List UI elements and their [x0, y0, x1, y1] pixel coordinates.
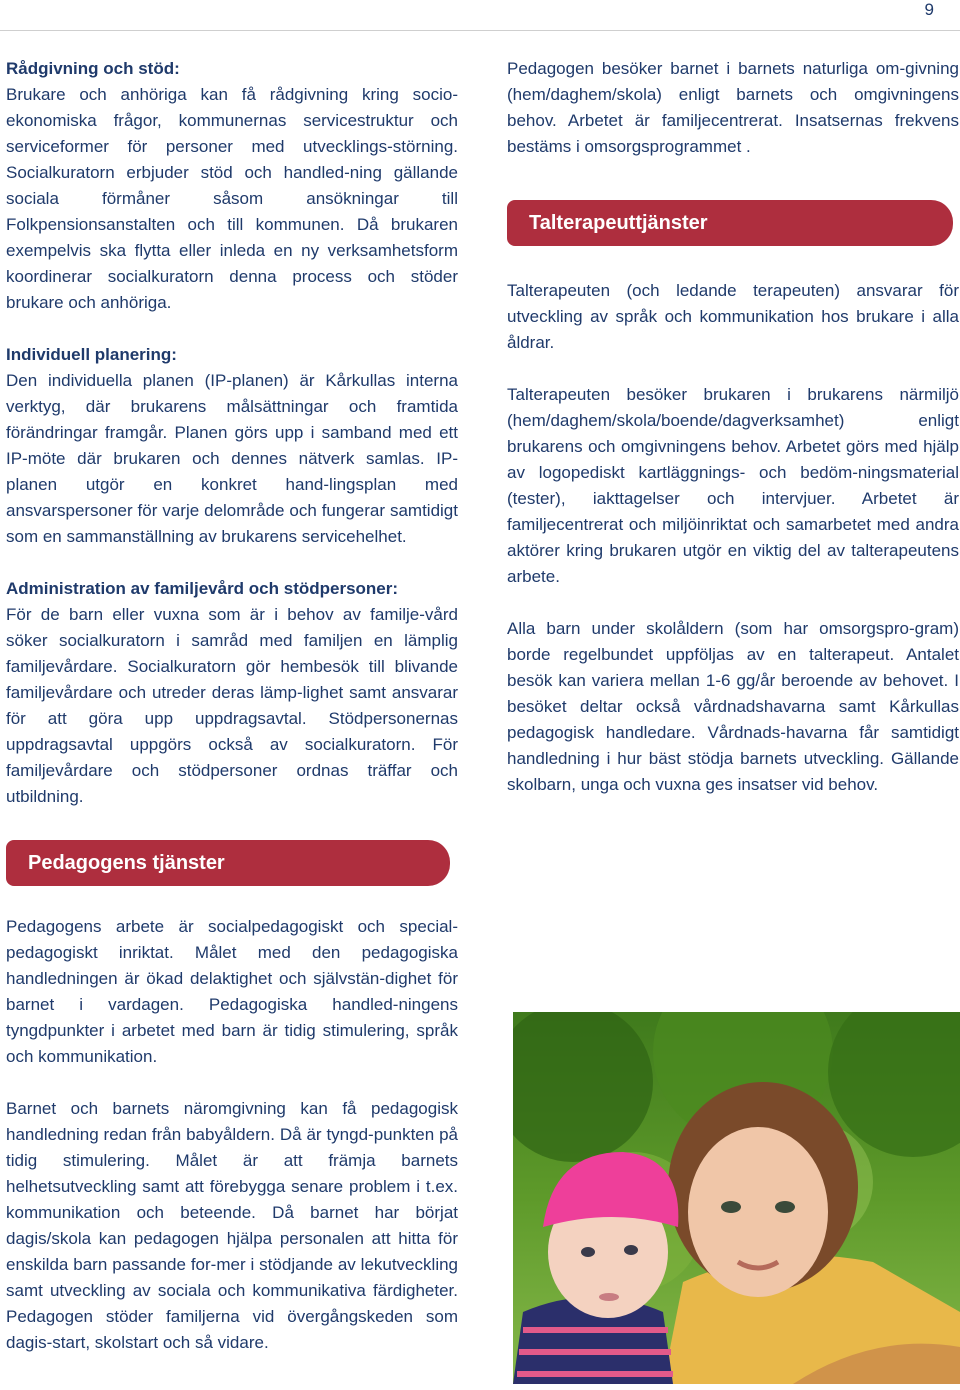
- paragraph-pedagogens-2: Barnet och barnets näromgivning kan få pedagogisk handledning redan från babyåldern. Då är tyngd-punkten på tidig stimulering. Målet är att främja barnets helhetsutveckling samt att förebygga senare problem i t.ex. kommunikation och beteende. Då barnet har börjat dagis/skola kan pedagogen hjälpa personalen att hitta för enskilda barn passande for-mer i stödjande av lekutveckling samt utveckling av sociala och kommunikativa färdigheter. Pedagogen stöder familjerna vid övergångskeden som dagis-start, skolstart och så vidare.: [6, 1099, 458, 1352]
- heading-radgivning: Rådgivning och stöd:: [6, 59, 180, 78]
- paragraph-administration: För de barn eller vuxna som är i behov av familje-vård söker socialkuratorn i samråd med familjen en lämplig familjevårdare. Socialkuratorn gör hembesök till blivande familjevårdare och utreder deras lämp-lighet samt ansvarar för att göra upp uppdragsavtal. Stödpersonernas uppdragsavtal uppgörs också av socialkuratorn. För familjevårdare och stödpersoner ordnas träffar och utbildning.: [6, 605, 458, 806]
- paragraph-individuell-planering: Den individuella planen (IP-planen) är Kårkullas interna verktyg, där brukarens målsättningar och framtida förändringar framgår. Planen görs upp i samband med ett IP-möte där brukaren och dennes nätverk samlas. IP-planen utgör en konkret hand-lingsplan med ansvarspersoner för varje delområde och fungerar samtidigt som en sammanställning av brukarens servicehelhet.: [6, 371, 458, 546]
- photo-illustration: [513, 1012, 960, 1384]
- section-administration: [6, 576, 458, 810]
- section-individuell-planering: [6, 342, 458, 550]
- paragraph-pedagogen-besoker: Pedagogen besöker barnet i barnets naturliga om-givning (hem/daghem/skola) enligt barnets och omgivningens behov. Arbetet är familjecentrerat. Insatsernas frekvens bestäms i omsorgsprogrammet .: [507, 59, 959, 156]
- paragraph-talterapeut-1: Talterapeuten (och ledande terapeuten) ansvarar för utveckling av språk och kommunikation hos brukare i alla åldrar.: [507, 281, 959, 352]
- banner-pedagogens-tjanster: Pedagogens tjänster: [6, 840, 450, 886]
- right-column: [507, 56, 959, 824]
- header-rule: [0, 30, 960, 31]
- page-number: 9: [924, 0, 934, 19]
- paragraph-pedagogens-1: Pedagogens arbete är socialpedagogiskt och special-pedagogiskt inriktat. Målet med den pedagogiska handledningen är ökad delaktighet och självstän-dighet för barnet i vardagen. Pedagogiska handled-ningens tyngdpunkter i arbetet med barn är tidig stimulering, språk och kommunikation.: [6, 917, 458, 1066]
- left-column: [6, 56, 458, 1382]
- photo-child-and-woman: [513, 1012, 960, 1384]
- heading-individuell-planering: Individuell planering:: [6, 345, 177, 364]
- paragraph-talterapeut-2: Talterapeuten besöker brukaren i brukarens närmiljö (hem/daghem/skola/boende/dagverksamhet) enligt brukarens och omgivningens behov. Arbetet görs med hjälp av logopediskt kartläggnings- och bedöm-ningsmaterial (tester), iakttagelser och intervjuer. Arbetet är familjecentrerat och miljöinriktat och samarbetet med andra aktörer kring brukaren utgör en viktig del av talterapeutens arbete.: [507, 385, 959, 586]
- section-radgivning: [6, 56, 458, 316]
- paragraph-talterapeut-3: Alla barn under skolåldern (som har omsorgspro-gram) borde regelbundet uppföljas av en talterapeut. Antalet besök kan variera mellan 1-6 gg/år beroende av behovet. I besöket deltar också vårdnadshavarna samt Kårkullas pedagogisk handledare. Vårdnads-havarna får samtidigt handledning i hur bäst stödja barnets utveckling. Gällande skolbarn, unga och vuxna ges insatser vid behov.: [507, 619, 959, 794]
- heading-administration: Administration av familjevård och stödpersoner:: [6, 579, 399, 598]
- paragraph-radgivning: Brukare och anhöriga kan få rådgivning kring socio-ekonomiska frågor, kommunernas servicestruktur och serviceformer för personer med utvecklings-störning. Socialkuratorn erbjuder stöd och handled-ning gällande sociala förmåner såsom ansökningar till Folkpensionsanstalten och till kommunen. Då brukaren exempelvis ska flytta eller inleda en ny verksamhetsform koordinerar socialkuratorn denna process och stöder brukare och anhöriga.: [6, 85, 458, 312]
- banner-talterapeuttjanster: Talterapeuttjänster: [507, 200, 953, 246]
